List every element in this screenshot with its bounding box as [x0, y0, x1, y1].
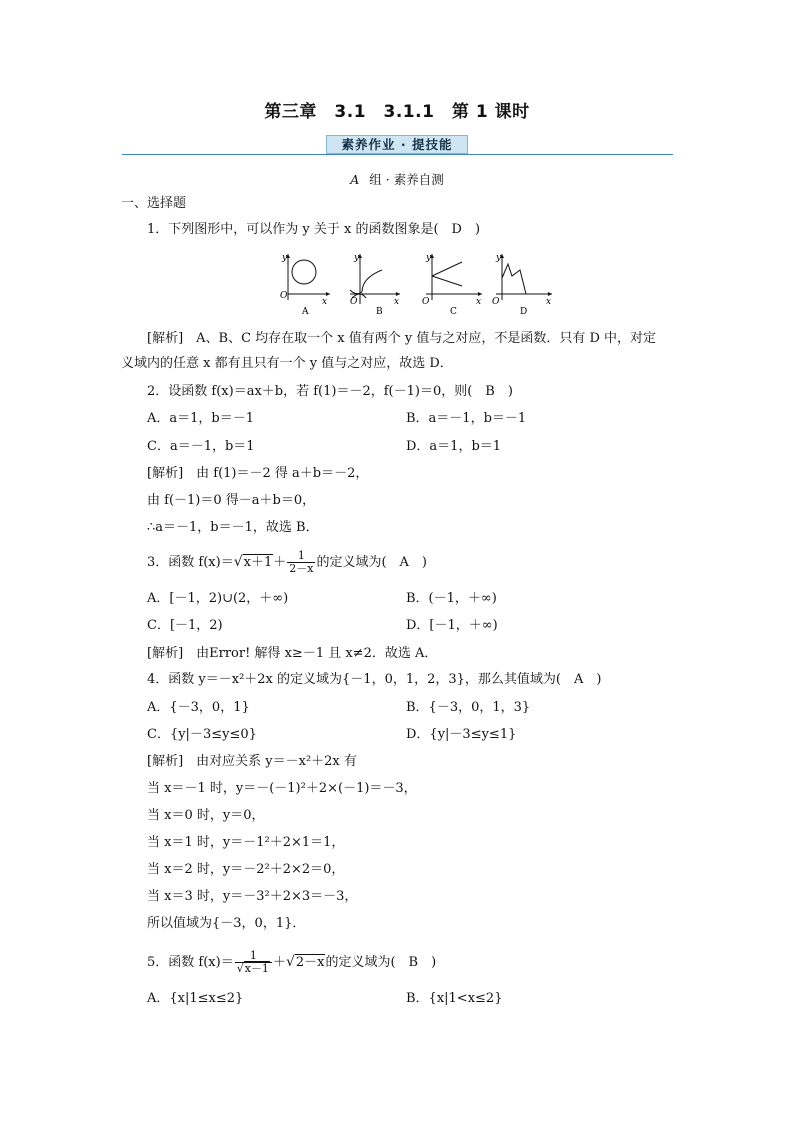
axis-x-label: x — [322, 297, 328, 307]
question-4-analysis-line-6: 当 x＝3 时，y＝－3²＋2×3＝－3， — [147, 889, 358, 904]
question-1-analysis-line-1: [解析] A、B、C 均存在取一个 x 值有两个 y 值与之对应，不是函数．只有 D 中，对定 — [147, 331, 657, 346]
question-3-analysis: [解析] 由Error! 解得 x≥－1 且 x≠2．故选 A． — [147, 646, 438, 661]
question-2-option-c: C．a＝－1，b＝1 — [147, 439, 255, 454]
figure-c-two-rays-graph — [418, 250, 488, 318]
group-title — [0, 170, 794, 188]
section-heading: 一、选择题 — [121, 196, 187, 211]
origin-label: O — [280, 291, 288, 301]
figure-label-d: D — [520, 307, 528, 317]
question-3-plus: ＋ — [273, 555, 287, 570]
question-4-analysis-line-1: [解析] 由对应关系 y＝－x²＋2x 有 — [147, 754, 357, 769]
question-3-stem-suffix: 的定义域为( A ) — [316, 555, 427, 570]
question-3-option-c: C．[－1，2) — [147, 618, 223, 633]
question-4-option-c: C．{y|－3≤y≤0} — [147, 727, 257, 742]
axis-x-label: x — [546, 297, 552, 307]
group-title-text: 组 · 素养自测 — [369, 172, 444, 187]
origin-label: O — [422, 297, 430, 307]
question-4-option-d: D．{y|－3≤y≤1} — [406, 727, 517, 742]
question-2-stem: 2．设函数 f(x)＝ax＋b，若 f(1)＝－2，f(－1)＝0，则( B ) — [147, 384, 513, 399]
fraction-numerator: 1 — [249, 949, 257, 962]
question-5-stem: 5．函数 f(x)＝ $\frac{1}{√x-1}$ ＋√2－x的定义域为( B ) — [147, 949, 437, 975]
origin-label: O — [492, 297, 500, 307]
axis-y-label: y — [354, 253, 360, 263]
figure-label-c: C — [450, 307, 457, 317]
question-4-stem: 4．函数 y＝－x²＋2x 的定义域为{－1，0，1，2，3}，那么其值域为( A ) — [147, 672, 602, 687]
question-3-sqrt: x＋1 — [243, 555, 273, 570]
figure-d-polyline-graph — [490, 250, 556, 318]
question-3-option-a: A．[－1，2)∪(2，＋∞) — [147, 591, 289, 606]
fraction-numerator: 1 — [297, 549, 305, 562]
figure-b-sqrt-graph — [346, 250, 406, 318]
page-title: 第三章 3.1 3.1.1 第 1 课时 — [264, 102, 530, 122]
fraction-denominator: 2－x — [289, 562, 314, 575]
question-2-analysis-line-3: ∴a＝－1，b＝－1，故选 B． — [147, 520, 319, 535]
question-4-option-a: A．{－3，0，1} — [147, 700, 250, 715]
question-5-plus: ＋ — [272, 955, 286, 970]
figure-label-b: B — [376, 307, 383, 317]
question-4-analysis-line-4: 当 x＝1 时，y＝－1²＋2×1＝1， — [147, 835, 345, 850]
question-4-analysis-line-2: 当 x＝－1 时，y＝－(－1)²＋2×(－1)＝－3， — [147, 781, 417, 796]
question-4-analysis-line-5: 当 x＝2 时，y＝－2²＋2×2＝0， — [147, 862, 345, 877]
question-1-analysis-line-2: 义域内的任意 x 都有且只有一个 y 值与之对应，故选 D． — [121, 356, 453, 371]
header-divider — [122, 154, 673, 155]
question-4-analysis-line-3: 当 x＝0 时，y＝0， — [147, 808, 265, 823]
axis-y-label: y — [282, 253, 288, 263]
figure-label-a: A — [302, 307, 309, 317]
question-4-analysis-line-7: 所以值域为{－3，0，1}． — [147, 916, 306, 931]
question-5-stem-suffix: 的定义域为( B ) — [325, 955, 437, 970]
section-banner: 素养作业 · 提技能 — [326, 135, 468, 154]
question-3-option-b: B．(－1，＋∞) — [406, 591, 497, 606]
question-5-fraction — [235, 950, 272, 975]
question-5-option-a: A．{x|1≤x≤2} — [147, 991, 244, 1006]
axis-x-label: x — [476, 297, 482, 307]
fraction-denominator-sqrt: x－1 — [244, 962, 269, 975]
axis-y-label: y — [426, 253, 432, 263]
question-3-option-d: D．[－1，＋∞) — [406, 618, 498, 633]
question-5-sqrt: 2－x — [295, 955, 325, 970]
fraction-denominator: √x－1 — [235, 962, 272, 975]
figure-a-circle-graph — [276, 250, 336, 318]
question-2-option-b: B．a＝－1，b＝－1 — [406, 411, 527, 426]
question-3-stem-prefix: 3．函数 f(x)＝ — [147, 555, 234, 570]
question-2-option-a: A．a＝1，b＝－1 — [147, 411, 255, 426]
question-1-figures — [276, 250, 556, 318]
question-1-stem: 1．下列图形中，可以作为 y 关于 x 的函数图象是( D ) — [147, 222, 481, 237]
axis-x-label: x — [394, 297, 400, 307]
question-2-analysis-line-1: [解析] 由 f(1)＝－2 得 a＋b＝－2， — [147, 466, 369, 481]
question-5-option-b: B．{x|1<x≤2} — [406, 991, 503, 1006]
question-2-analysis-line-2: 由 f(－1)＝0 得－a＋b＝0， — [147, 493, 316, 508]
question-3-fraction — [287, 550, 315, 575]
question-4-option-b: B．{－3，0，1，3} — [406, 700, 531, 715]
group-letter: A — [350, 172, 360, 187]
origin-label: O — [350, 297, 358, 307]
question-3-stem: 3．函数 f(x)＝√x＋1＋ $\frac{1}{2-x}$ 的定义域为( A ) — [147, 549, 427, 575]
axis-y-label: y — [496, 253, 502, 263]
question-5-stem-prefix: 5．函数 f(x)＝ — [147, 955, 234, 970]
question-2-option-d: D．a＝1，b＝1 — [406, 439, 502, 454]
